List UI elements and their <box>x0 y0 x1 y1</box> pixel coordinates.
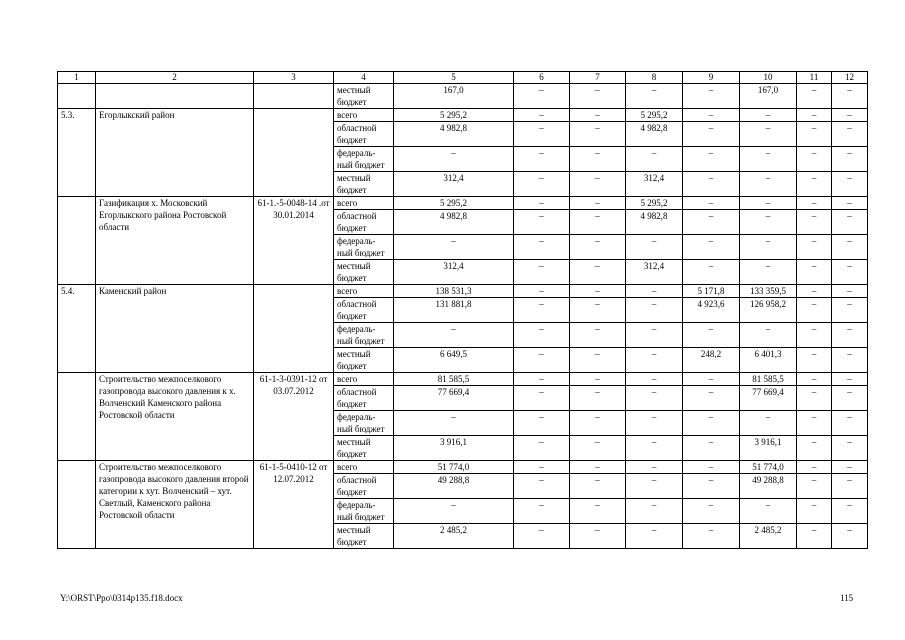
funding-source-cell: всего <box>334 373 394 386</box>
value-cell: 4 982,8 <box>394 122 514 147</box>
value-cell: 5 171,8 <box>683 285 740 298</box>
value-cell: – <box>570 172 626 197</box>
value-cell: – <box>683 524 740 549</box>
value-cell: – <box>683 84 740 109</box>
value-cell: – <box>832 474 868 499</box>
column-number: 12 <box>832 72 868 84</box>
value-cell: 312,4 <box>394 260 514 285</box>
value-cell: 77 669,4 <box>740 386 797 411</box>
value-cell: – <box>683 461 740 474</box>
value-cell: 4 982,8 <box>626 122 683 147</box>
funding-source-cell: федераль-ный бюджет <box>334 499 394 524</box>
value-cell: – <box>832 122 868 147</box>
funding-source-cell: всего <box>334 461 394 474</box>
value-cell: 167,0 <box>394 84 514 109</box>
registration-cell: 61-1-3-0391-12 от 03.07.2012 <box>254 373 334 461</box>
funding-source-cell: местный бюджет <box>334 524 394 549</box>
funding-source-cell: областной бюджет <box>334 210 394 235</box>
value-cell: – <box>683 235 740 260</box>
value-cell: – <box>740 210 797 235</box>
value-cell: – <box>740 323 797 348</box>
value-cell: – <box>832 109 868 122</box>
value-cell: 2 485,2 <box>740 524 797 549</box>
value-cell: 49 288,8 <box>740 474 797 499</box>
value-cell: – <box>832 197 868 210</box>
column-number: 9 <box>683 72 740 84</box>
value-cell: – <box>797 411 832 436</box>
value-cell: – <box>797 84 832 109</box>
value-cell: – <box>797 147 832 172</box>
value-cell: – <box>740 197 797 210</box>
value-cell: – <box>570 499 626 524</box>
funding-source-cell: областной бюджет <box>334 298 394 323</box>
value-cell: – <box>797 323 832 348</box>
value-cell: – <box>626 499 683 524</box>
value-cell: – <box>514 524 570 549</box>
value-cell: – <box>683 474 740 499</box>
value-cell: – <box>683 260 740 285</box>
value-cell: – <box>797 260 832 285</box>
value-cell: – <box>832 298 868 323</box>
budget-table <box>57 71 868 549</box>
value-cell: 51 774,0 <box>394 461 514 474</box>
funding-source-cell: федераль-ный бюджет <box>334 235 394 260</box>
value-cell: – <box>626 386 683 411</box>
value-cell: – <box>514 323 570 348</box>
registration-cell <box>254 109 334 197</box>
value-cell: 312,4 <box>626 172 683 197</box>
value-cell: – <box>832 348 868 373</box>
value-cell: – <box>626 235 683 260</box>
value-cell: 133 359,5 <box>740 285 797 298</box>
value-cell: – <box>832 260 868 285</box>
value-cell: – <box>570 260 626 285</box>
value-cell: – <box>832 411 868 436</box>
value-cell: – <box>832 84 868 109</box>
value-cell: – <box>570 109 626 122</box>
value-cell: – <box>570 461 626 474</box>
value-cell: – <box>626 323 683 348</box>
value-cell: – <box>570 197 626 210</box>
value-cell: – <box>570 348 626 373</box>
value-cell: – <box>570 122 626 147</box>
value-cell: – <box>570 373 626 386</box>
funding-source-cell: федераль-ный бюджет <box>334 323 394 348</box>
item-number-cell: 5.3. <box>58 109 96 197</box>
value-cell: – <box>832 436 868 461</box>
registration-cell: 61-1-5-0410-12 от 12.07.2012 <box>254 461 334 549</box>
column-number: 3 <box>254 72 334 84</box>
value-cell: – <box>514 499 570 524</box>
value-cell: – <box>394 323 514 348</box>
item-number-cell <box>58 84 96 109</box>
value-cell: – <box>514 474 570 499</box>
table-row <box>58 109 868 122</box>
column-number: 4 <box>334 72 394 84</box>
value-cell: – <box>797 235 832 260</box>
value-cell: – <box>797 285 832 298</box>
value-cell: – <box>514 147 570 172</box>
funding-source-cell: местный бюджет <box>334 84 394 109</box>
funding-source-cell: всего <box>334 109 394 122</box>
value-cell: – <box>570 235 626 260</box>
value-cell: – <box>514 298 570 323</box>
item-name-cell: Строительство межпоселкового газопровода высокого давления к х. Волченский Каменского района Ростовской области <box>96 373 254 461</box>
value-cell: – <box>514 109 570 122</box>
value-cell: 312,4 <box>626 260 683 285</box>
funding-source-cell: местный бюджет <box>334 436 394 461</box>
value-cell: – <box>626 461 683 474</box>
value-cell: 248,2 <box>683 348 740 373</box>
value-cell: – <box>683 197 740 210</box>
value-cell: – <box>514 260 570 285</box>
column-number: 8 <box>626 72 683 84</box>
column-number: 10 <box>740 72 797 84</box>
value-cell: – <box>797 474 832 499</box>
value-cell: – <box>832 210 868 235</box>
value-cell: 3 916,1 <box>394 436 514 461</box>
value-cell: – <box>626 298 683 323</box>
value-cell: – <box>570 411 626 436</box>
value-cell: – <box>797 298 832 323</box>
value-cell: – <box>626 373 683 386</box>
value-cell: – <box>514 386 570 411</box>
value-cell: – <box>514 84 570 109</box>
value-cell: – <box>570 210 626 235</box>
value-cell: – <box>832 373 868 386</box>
value-cell: – <box>626 147 683 172</box>
value-cell: – <box>570 147 626 172</box>
value-cell: – <box>683 436 740 461</box>
value-cell: – <box>570 298 626 323</box>
column-number: 7 <box>570 72 626 84</box>
value-cell: – <box>797 122 832 147</box>
funding-source-cell: федераль-ный бюджет <box>334 411 394 436</box>
value-cell: – <box>514 197 570 210</box>
item-number-cell <box>58 461 96 549</box>
value-cell: – <box>570 386 626 411</box>
value-cell: – <box>514 373 570 386</box>
value-cell: – <box>740 122 797 147</box>
value-cell: – <box>570 84 626 109</box>
value-cell: 2 485,2 <box>394 524 514 549</box>
value-cell: – <box>832 235 868 260</box>
value-cell: – <box>626 474 683 499</box>
value-cell: 6 649,5 <box>394 348 514 373</box>
registration-cell <box>254 285 334 373</box>
value-cell: – <box>683 109 740 122</box>
funding-source-cell: всего <box>334 197 394 210</box>
value-cell: 81 585,5 <box>394 373 514 386</box>
value-cell: – <box>740 499 797 524</box>
value-cell: – <box>797 524 832 549</box>
column-number: 6 <box>514 72 570 84</box>
value-cell: – <box>740 109 797 122</box>
value-cell: – <box>626 411 683 436</box>
value-cell: – <box>797 210 832 235</box>
funding-source-cell: областной бюджет <box>334 122 394 147</box>
value-cell: – <box>832 323 868 348</box>
value-cell: – <box>514 122 570 147</box>
item-number-cell <box>58 197 96 285</box>
value-cell: – <box>394 411 514 436</box>
value-cell: – <box>740 260 797 285</box>
value-cell: 138 531,3 <box>394 285 514 298</box>
page-number: 115 <box>840 593 854 603</box>
value-cell: 4 982,8 <box>626 210 683 235</box>
funding-source-cell: местный бюджет <box>334 172 394 197</box>
value-cell: 4 923,6 <box>683 298 740 323</box>
table-row <box>58 461 868 474</box>
value-cell: – <box>394 499 514 524</box>
table-row <box>58 84 868 109</box>
value-cell: – <box>832 386 868 411</box>
value-cell: – <box>740 172 797 197</box>
value-cell: – <box>514 285 570 298</box>
table-row <box>58 285 868 298</box>
item-number-cell: 5.4. <box>58 285 96 373</box>
value-cell: 312,4 <box>394 172 514 197</box>
value-cell: 5 295,2 <box>626 197 683 210</box>
value-cell: – <box>626 348 683 373</box>
value-cell: 6 401,3 <box>740 348 797 373</box>
item-name-cell: Строительство межпоселкового газопровода высокого давления второй категории к хут. Волченский – хут. Светлый, Каменского района Ростовской области <box>96 461 254 549</box>
funding-source-cell: местный бюджет <box>334 348 394 373</box>
value-cell: – <box>797 461 832 474</box>
value-cell: – <box>740 411 797 436</box>
value-cell: – <box>683 147 740 172</box>
value-cell: 167,0 <box>740 84 797 109</box>
value-cell: 3 916,1 <box>740 436 797 461</box>
value-cell: 5 295,2 <box>394 109 514 122</box>
item-number-cell <box>58 373 96 461</box>
value-cell: – <box>797 197 832 210</box>
value-cell: – <box>570 436 626 461</box>
value-cell: – <box>626 285 683 298</box>
value-cell: – <box>626 524 683 549</box>
value-cell: 77 669,4 <box>394 386 514 411</box>
value-cell: – <box>514 235 570 260</box>
value-cell: – <box>394 147 514 172</box>
funding-source-cell: областной бюджет <box>334 474 394 499</box>
value-cell: – <box>683 386 740 411</box>
value-cell: – <box>797 499 832 524</box>
value-cell: – <box>832 147 868 172</box>
value-cell: – <box>797 386 832 411</box>
value-cell: – <box>394 235 514 260</box>
column-number: 2 <box>96 72 254 84</box>
column-number: 5 <box>394 72 514 84</box>
value-cell: 126 958,2 <box>740 298 797 323</box>
value-cell: – <box>683 499 740 524</box>
value-cell: – <box>683 122 740 147</box>
column-number: 11 <box>797 72 832 84</box>
funding-source-cell: областной бюджет <box>334 386 394 411</box>
item-name-cell: Егорлыкский район <box>96 109 254 197</box>
value-cell: 51 774,0 <box>740 461 797 474</box>
value-cell: 4 982,8 <box>394 210 514 235</box>
value-cell: – <box>570 524 626 549</box>
value-cell: – <box>514 461 570 474</box>
value-cell: – <box>570 323 626 348</box>
column-number: 1 <box>58 72 96 84</box>
value-cell: – <box>832 524 868 549</box>
value-cell: 131 881,8 <box>394 298 514 323</box>
funding-source-cell: местный бюджет <box>334 260 394 285</box>
value-cell: – <box>570 285 626 298</box>
item-name-cell <box>96 84 254 109</box>
value-cell: – <box>832 499 868 524</box>
funding-source-cell: всего <box>334 285 394 298</box>
file-path: Y:\ORST\Ppo\0314p135.f18.docx <box>60 593 183 603</box>
value-cell: – <box>570 474 626 499</box>
value-cell: 81 585,5 <box>740 373 797 386</box>
value-cell: – <box>514 436 570 461</box>
value-cell: – <box>626 84 683 109</box>
registration-cell: 61-1.-5-0048-14 .от 30.01.2014 <box>254 197 334 285</box>
value-cell: – <box>797 109 832 122</box>
value-cell: – <box>683 210 740 235</box>
table-row <box>58 197 868 210</box>
value-cell: – <box>514 172 570 197</box>
value-cell: – <box>832 461 868 474</box>
value-cell: – <box>740 147 797 172</box>
value-cell: 5 295,2 <box>394 197 514 210</box>
value-cell: – <box>683 172 740 197</box>
value-cell: – <box>797 348 832 373</box>
item-name-cell: Газификация х. Московский Егорлыкского района Ростовской области <box>96 197 254 285</box>
registration-cell <box>254 84 334 109</box>
value-cell: – <box>626 436 683 461</box>
column-numbers-row <box>58 72 868 84</box>
value-cell: – <box>797 373 832 386</box>
value-cell: – <box>797 436 832 461</box>
value-cell: – <box>683 373 740 386</box>
value-cell: – <box>832 172 868 197</box>
item-name-cell: Каменский район <box>96 285 254 373</box>
value-cell: – <box>514 210 570 235</box>
value-cell: – <box>740 235 797 260</box>
value-cell: – <box>797 172 832 197</box>
value-cell: – <box>514 411 570 436</box>
value-cell: – <box>832 285 868 298</box>
value-cell: – <box>514 348 570 373</box>
value-cell: – <box>683 323 740 348</box>
value-cell: 49 288,8 <box>394 474 514 499</box>
value-cell: – <box>683 411 740 436</box>
funding-source-cell: федераль-ный бюджет <box>334 147 394 172</box>
table-row <box>58 373 868 386</box>
value-cell: 5 295,2 <box>626 109 683 122</box>
